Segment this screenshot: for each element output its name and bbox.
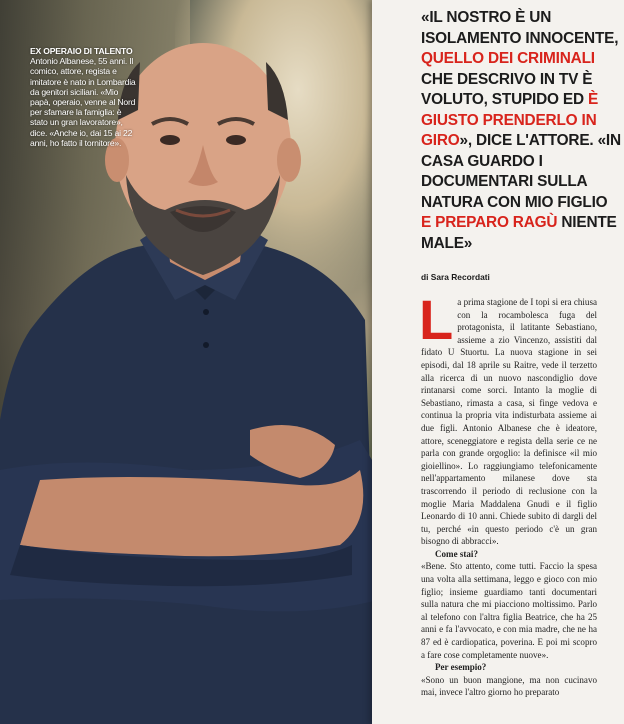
headline-highlight: QUELLO DEI CRIMINALI — [421, 50, 595, 67]
headline-part: «IL NOSTRO È UN ISOLAMENTO INNOCENTE, — [421, 9, 619, 47]
headline-part: », DICE L'ATTORE. «IN CASA GUARDO I DOCUMENTARI SULLA NATURA CON MIO FIGLIO — [421, 132, 621, 211]
question: Per esempio? — [435, 662, 487, 673]
answer-paragraph: «Bene. Sto attento, come tutti. Faccio la spesa una volta alla settimana, leggo e gioco con mio figlio; insieme guardiamo tanti documentari sulla natura che mi piacciono moltissimo. Parlo al telefono con l'altra figlia Beatrice, che ha 25 anni e fa l'avvocato, e con mia madre, che ne ha 87 ed è cardiopatica, poverina. E poi mi scopro a fare cose completamente nuove». — [421, 561, 597, 660]
photo-caption — [30, 46, 140, 148]
headline-part: NIENTE MALE» — [421, 214, 617, 252]
caption-text: Antonio Albanese, 55 anni. Il comico, attore, regista e imitatore è nato in Lombardia da genitori siciliani. «Mio papà, operaio, venne al Nord per sfamare la famiglia: è stato un gran lavoratore», dice. «Anche io, dai 15 ai 22 anni, ho fatto il tornitore». — [30, 56, 136, 148]
byline: di Sara Recordati — [421, 272, 490, 282]
caption-title: EX OPERAIO DI TALENTO — [30, 46, 133, 56]
headline — [421, 8, 621, 254]
intro-paragraph: a prima stagione de I topi si era chiusa con la rocambolesca fuga del protagonista, il latitante Sebastiano, assieme a zio Vincenzo, assistiti dal fidato U Stuortu. La nuova stagione in sei episodi, dal 18 aprile su Raitre, vede il terzetto alla ricerca di un nuovo nascondiglio dove rintanarsi come sorci. Intanto la moglie di Sebastiano, rimasta a casa, si finge vedova e continua la propria vita indisturbata assieme ai due figli. Antonio Albanese che è ideatore, attore, sceneggiatore e regista della serie ce ne parla con grande orgoglio: la definisce «il mio gioiellino». Lo raggiungiamo telefonicamente nell'appartamento milanese dove sta trascorrendo il periodo di reclusione con la moglie Maria Maddalena Gnudi e il figlio Leonardo di 10 anni. Chiede subito di dargli del tu, perché «in questo periodo c'è un gran bisogno di abbracci». — [421, 297, 597, 547]
answer-paragraph: «Sono un buon mangione, ma non cucinavo mai, invece l'altro giorno ho preparato — [421, 674, 597, 698]
headline-highlight: È GIUSTO PRENDERLO IN GIRO — [421, 91, 599, 149]
drop-cap: L — [419, 288, 454, 351]
headline-part: CHE DESCRIVO IN TV È VOLUTO, STUPIDO ED — [421, 70, 593, 108]
article-body — [419, 288, 597, 699]
question: Come stai? — [435, 548, 478, 559]
headline-highlight: E PREPARO RAGÙ — [421, 214, 558, 231]
